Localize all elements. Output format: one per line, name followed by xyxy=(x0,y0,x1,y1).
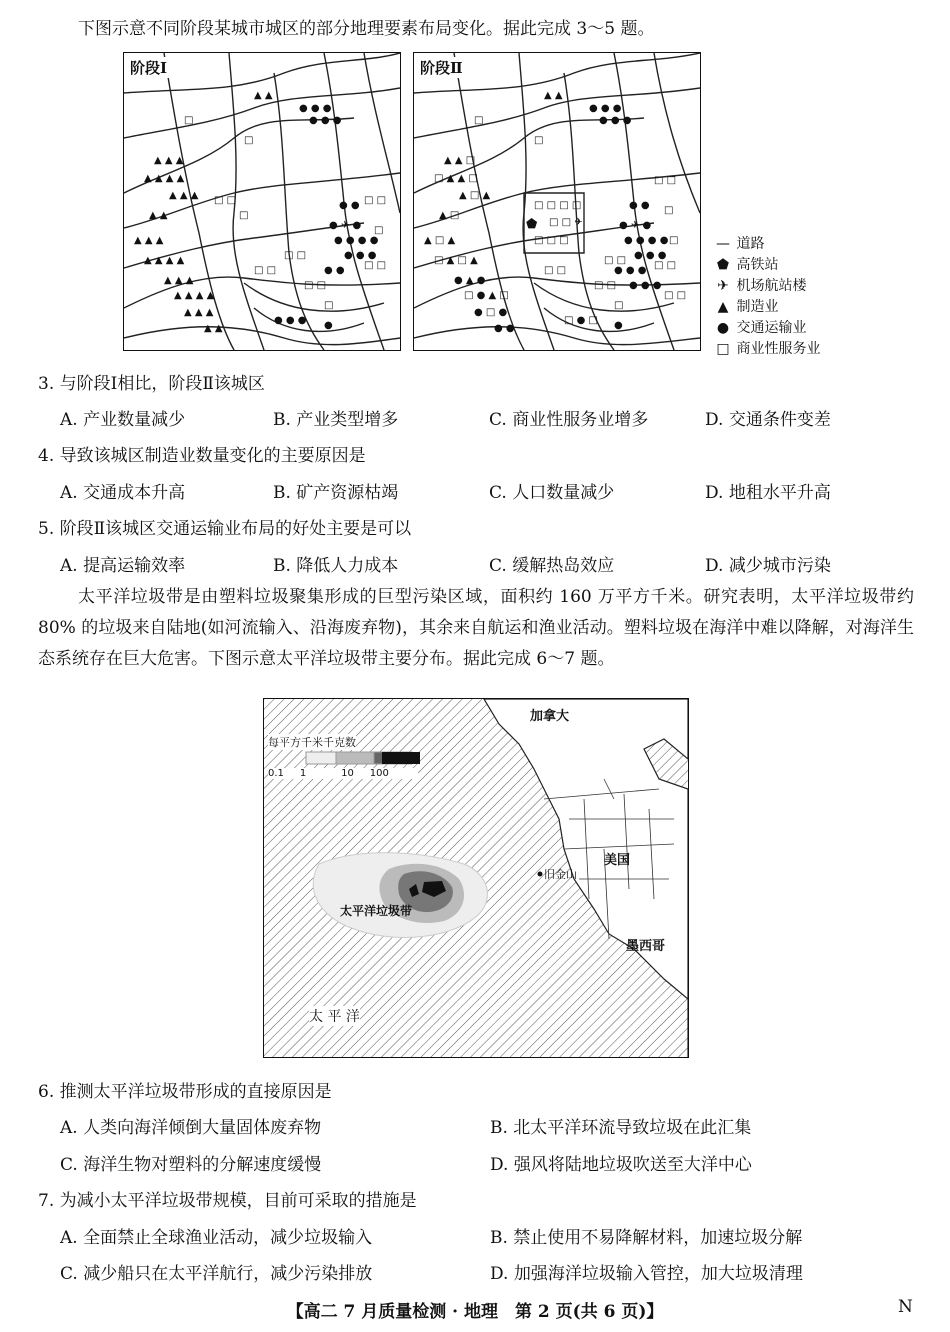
svg-text:□: □ xyxy=(474,115,484,126)
svg-text:□ ● □: □ ● □ xyxy=(564,315,598,326)
pacific-garbage-map xyxy=(263,698,689,1058)
intro-paragraph-2: 太平洋垃圾带是由塑料垃圾聚集形成的巨型污染区域，面积约 160 万平方千米。研究表明，太平洋垃圾带约 80% 的垃圾来自陆地(如河流输入、沿海废弃物)，其余来自航运和渔业活动。塑料垃圾在海洋中难以降解，对海洋生态系统存在巨大危害。下图示意太平洋垃圾带主要分布。据此完成 6～7 题。 xyxy=(38,587,914,669)
question-3-option-b[interactable]: B. 产业类型增多 xyxy=(273,410,399,430)
question-5-option-c[interactable]: C. 缓解热岛效应 xyxy=(489,556,615,576)
svg-text:● ▲ ●: ● ▲ ● xyxy=(454,275,486,286)
pacific-map-drawing xyxy=(264,699,688,1057)
square-icon: □ xyxy=(716,341,730,357)
svg-text:□ □ □ □: □ □ □ □ xyxy=(534,200,582,211)
svg-text:□: □ xyxy=(534,135,544,146)
svg-text:▲ □ ▲: ▲ □ ▲ xyxy=(424,235,456,246)
svg-text:▲ ▲ ▲: ▲ ▲ ▲ xyxy=(164,275,194,286)
legend-hsr: ⬟ 高铁站 xyxy=(714,254,778,274)
question-7-option-b[interactable]: B. 禁止使用不易降解材料，加速垃圾分解 xyxy=(490,1228,803,1248)
svg-text:▲ ▲ ▲ ▲: ▲ ▲ ▲ ▲ xyxy=(144,173,185,184)
question-5-option-b[interactable]: B. 降低人力成本 xyxy=(273,556,399,576)
usa-label: 美国 xyxy=(604,853,631,868)
stage-2-label: 阶段Ⅱ xyxy=(420,59,463,77)
svg-text:● ● ●: ● ● ● xyxy=(614,265,647,276)
svg-text:● ● ●: ● ● ● xyxy=(599,115,632,126)
svg-text:●: ● xyxy=(324,320,333,331)
question-6-option-d[interactable]: D. 强风将陆地垃圾吹送至大洋中心 xyxy=(490,1155,752,1175)
legend-airport: ✈ 机场航站楼 xyxy=(714,275,806,295)
canada-label: 加拿大 xyxy=(530,709,570,724)
svg-text:□ ● ▲ □: □ ● ▲ □ xyxy=(464,290,509,301)
svg-text:□ □ □: □ □ □ xyxy=(534,235,569,246)
svg-text:□ □: □ □ xyxy=(664,290,687,301)
mexico-label: 墨西哥 xyxy=(626,939,666,954)
question-5-option-d[interactable]: D. 减少城市污染 xyxy=(705,556,831,576)
svg-text:□: □ xyxy=(664,205,674,216)
svg-text:▲ ▲ ▲: ▲ ▲ ▲ xyxy=(184,307,214,318)
svg-text:▲ ▲ ▲ ▲: ▲ ▲ ▲ ▲ xyxy=(144,255,185,266)
svg-text:● ● ●: ● ● ● xyxy=(344,250,377,261)
svg-text:●: ● xyxy=(614,320,623,331)
svg-text:□ □: □ □ xyxy=(284,250,307,261)
legend-commercial: □ 商业性服务业 xyxy=(714,338,820,358)
question-6-stem: 6. 推测太平洋垃圾带形成的直接原因是 xyxy=(38,1082,332,1102)
question-7-option-d[interactable]: D. 加强海洋垃圾输入管控，加大垃圾清理 xyxy=(490,1264,803,1284)
svg-text:□: □ xyxy=(374,225,384,236)
question-3-stem: 3. 与阶段Ⅰ相比，阶段Ⅱ该城区 xyxy=(38,374,265,394)
svg-text:▲ ▲: ▲ ▲ xyxy=(254,90,273,101)
stage-1-map xyxy=(123,52,401,351)
question-5-stem: 5. 阶段Ⅱ该城区交通运输业布局的好处主要是可以 xyxy=(38,519,412,539)
legend-road: — 道路 xyxy=(716,236,765,252)
dot-icon: ● xyxy=(716,320,730,336)
question-3-option-d[interactable]: D. 交通条件变差 xyxy=(705,410,831,430)
question-6-option-b[interactable]: B. 北太平洋环流导致垃圾在此汇集 xyxy=(490,1118,752,1138)
svg-text:● ● ●: ● ● ● xyxy=(589,103,622,114)
svg-text:□ □ ✈: □ □ ✈ xyxy=(549,217,583,228)
question-7-stem: 7. 为减小太平洋垃圾带规模，目前可采取的措施是 xyxy=(38,1191,417,1211)
svg-text:● ● ● ●: ● ● ● ● xyxy=(334,235,379,246)
page-footer: 【高二 7 月质量检测 · 地理 第 2 页(共 6 页)】 xyxy=(286,1302,664,1322)
svg-text:● ●: ● ● xyxy=(629,200,650,211)
question-4-stem: 4. 导致该城区制造业数量变化的主要原因是 xyxy=(38,446,366,466)
svg-text:□: □ xyxy=(244,135,254,146)
svg-text:● ● ●: ● ● ● xyxy=(309,115,342,126)
question-3-option-a[interactable]: A. 产业数量减少 xyxy=(60,410,186,430)
svg-text:□ □: □ □ xyxy=(544,265,567,276)
question-3-option-c[interactable]: C. 商业性服务业增多 xyxy=(489,410,649,430)
svg-text:□ ▲ ▲ □: □ ▲ ▲ □ xyxy=(434,173,478,184)
svg-text:□ □: □ □ xyxy=(604,255,627,266)
question-5-option-a[interactable]: A. 提高运输效率 xyxy=(60,556,186,576)
svg-text:● ● ● ●: ● ● ● ● xyxy=(624,235,669,246)
question-6-option-c[interactable]: C. 海洋生物对塑料的分解速度缓慢 xyxy=(60,1155,322,1175)
intro-paragraph-1: 下图示意不同阶段某城市城区的部分地理要素布局变化。据此完成 3～5 题。 xyxy=(78,19,655,39)
svg-text:▲ ▲ ▲ ▲: ▲ ▲ ▲ ▲ xyxy=(174,290,215,301)
svg-text:□: □ xyxy=(669,235,679,246)
triangle-icon: ▲ xyxy=(717,299,729,315)
svg-text:□ □: □ □ xyxy=(594,280,617,291)
san-francisco-label: 旧金山 xyxy=(544,868,577,881)
svg-text:● ●: ● ● xyxy=(324,265,345,276)
road-line-icon: — xyxy=(716,236,730,252)
svg-text:▲ ▲ ▲: ▲ ▲ ▲ xyxy=(154,155,184,166)
question-6-option-a[interactable]: A. 人类向海洋倾倒大量固体废弃物 xyxy=(60,1118,322,1138)
svg-text:□ □: □ □ xyxy=(364,195,387,206)
svg-text:● □ ●: ● □ ● xyxy=(474,307,508,318)
svg-text:□ □: □ □ xyxy=(654,260,677,271)
svg-text:□: □ xyxy=(184,115,194,126)
svg-text:▲ ▲ ▲: ▲ ▲ ▲ xyxy=(134,235,164,246)
question-4-option-d[interactable]: D. 地租水平升高 xyxy=(705,483,831,503)
scale-ticks: 0.1 1 10 100 xyxy=(268,768,418,779)
svg-text:⬟: ⬟ xyxy=(526,217,538,232)
question-4-option-b[interactable]: B. 矿产资源枯竭 xyxy=(273,483,399,503)
question-7-option-c[interactable]: C. 减少船只在太平洋航行，减少污染排放 xyxy=(60,1264,373,1284)
stage-2-roads-and-symbols xyxy=(414,53,700,350)
svg-text:□ □: □ □ xyxy=(214,195,237,206)
svg-text:□ ▲ □ ▲: □ ▲ □ ▲ xyxy=(434,255,478,266)
svg-text:□ □: □ □ xyxy=(254,265,277,276)
pentagon-icon: ⬟ xyxy=(716,257,730,273)
svg-text:● ● ●: ● ● ● xyxy=(299,103,332,114)
stage-1-roads-and-symbols xyxy=(124,53,400,350)
stage-2-map xyxy=(413,52,701,351)
svg-text:● ● ●: ● ● ● xyxy=(629,280,662,291)
svg-text:● ✈ ●: ● ✈ ● xyxy=(619,220,652,231)
legend-manufacturing: ▲ 制造业 xyxy=(714,296,778,316)
svg-text:□ □: □ □ xyxy=(364,260,387,271)
svg-text:□: □ xyxy=(239,210,249,221)
svg-text:▲ ▲: ▲ ▲ xyxy=(544,90,563,101)
svg-text:□: □ xyxy=(324,300,334,311)
svg-text:▲ □ ▲: ▲ □ ▲ xyxy=(459,190,491,201)
svg-text:▲ ▲: ▲ ▲ xyxy=(204,323,223,334)
question-7-option-a[interactable]: A. 全面禁止全球渔业活动，减少垃圾输入 xyxy=(60,1228,373,1248)
svg-text:● ✈ ●: ● ✈ ● xyxy=(329,220,362,231)
svg-text:□: □ xyxy=(614,300,624,311)
stage-1-label: 阶段Ⅰ xyxy=(130,59,168,77)
svg-text:□ □: □ □ xyxy=(304,280,327,291)
svg-text:▲ ▲ □: ▲ ▲ □ xyxy=(444,155,476,166)
svg-text:▲ ▲ ▲: ▲ ▲ ▲ xyxy=(169,190,199,201)
legend-transport: ● 交通运输业 xyxy=(714,317,806,337)
svg-text:● ● ●: ● ● ● xyxy=(634,250,667,261)
svg-text:▲ □: ▲ □ xyxy=(439,210,460,221)
question-4-option-a[interactable]: A. 交通成本升高 xyxy=(60,483,186,503)
svg-text:□ □: □ □ xyxy=(654,175,677,186)
svg-text:● ● ●: ● ● ● xyxy=(274,315,307,326)
airplane-icon: ✈ xyxy=(717,278,729,294)
svg-text:▲ ▲: ▲ ▲ xyxy=(149,210,168,221)
scale-title: 每平方千米千克数 xyxy=(268,736,356,749)
question-4-option-c[interactable]: C. 人口数量减少 xyxy=(489,483,615,503)
svg-text:● ●: ● ● xyxy=(494,323,515,334)
garbage-patch-label: 太平洋垃圾带 xyxy=(340,904,413,918)
svg-text:● ●: ● ● xyxy=(339,200,360,211)
corner-mark: N xyxy=(898,1297,913,1317)
pacific-ocean-label: 太 平 洋 xyxy=(309,1006,360,1026)
